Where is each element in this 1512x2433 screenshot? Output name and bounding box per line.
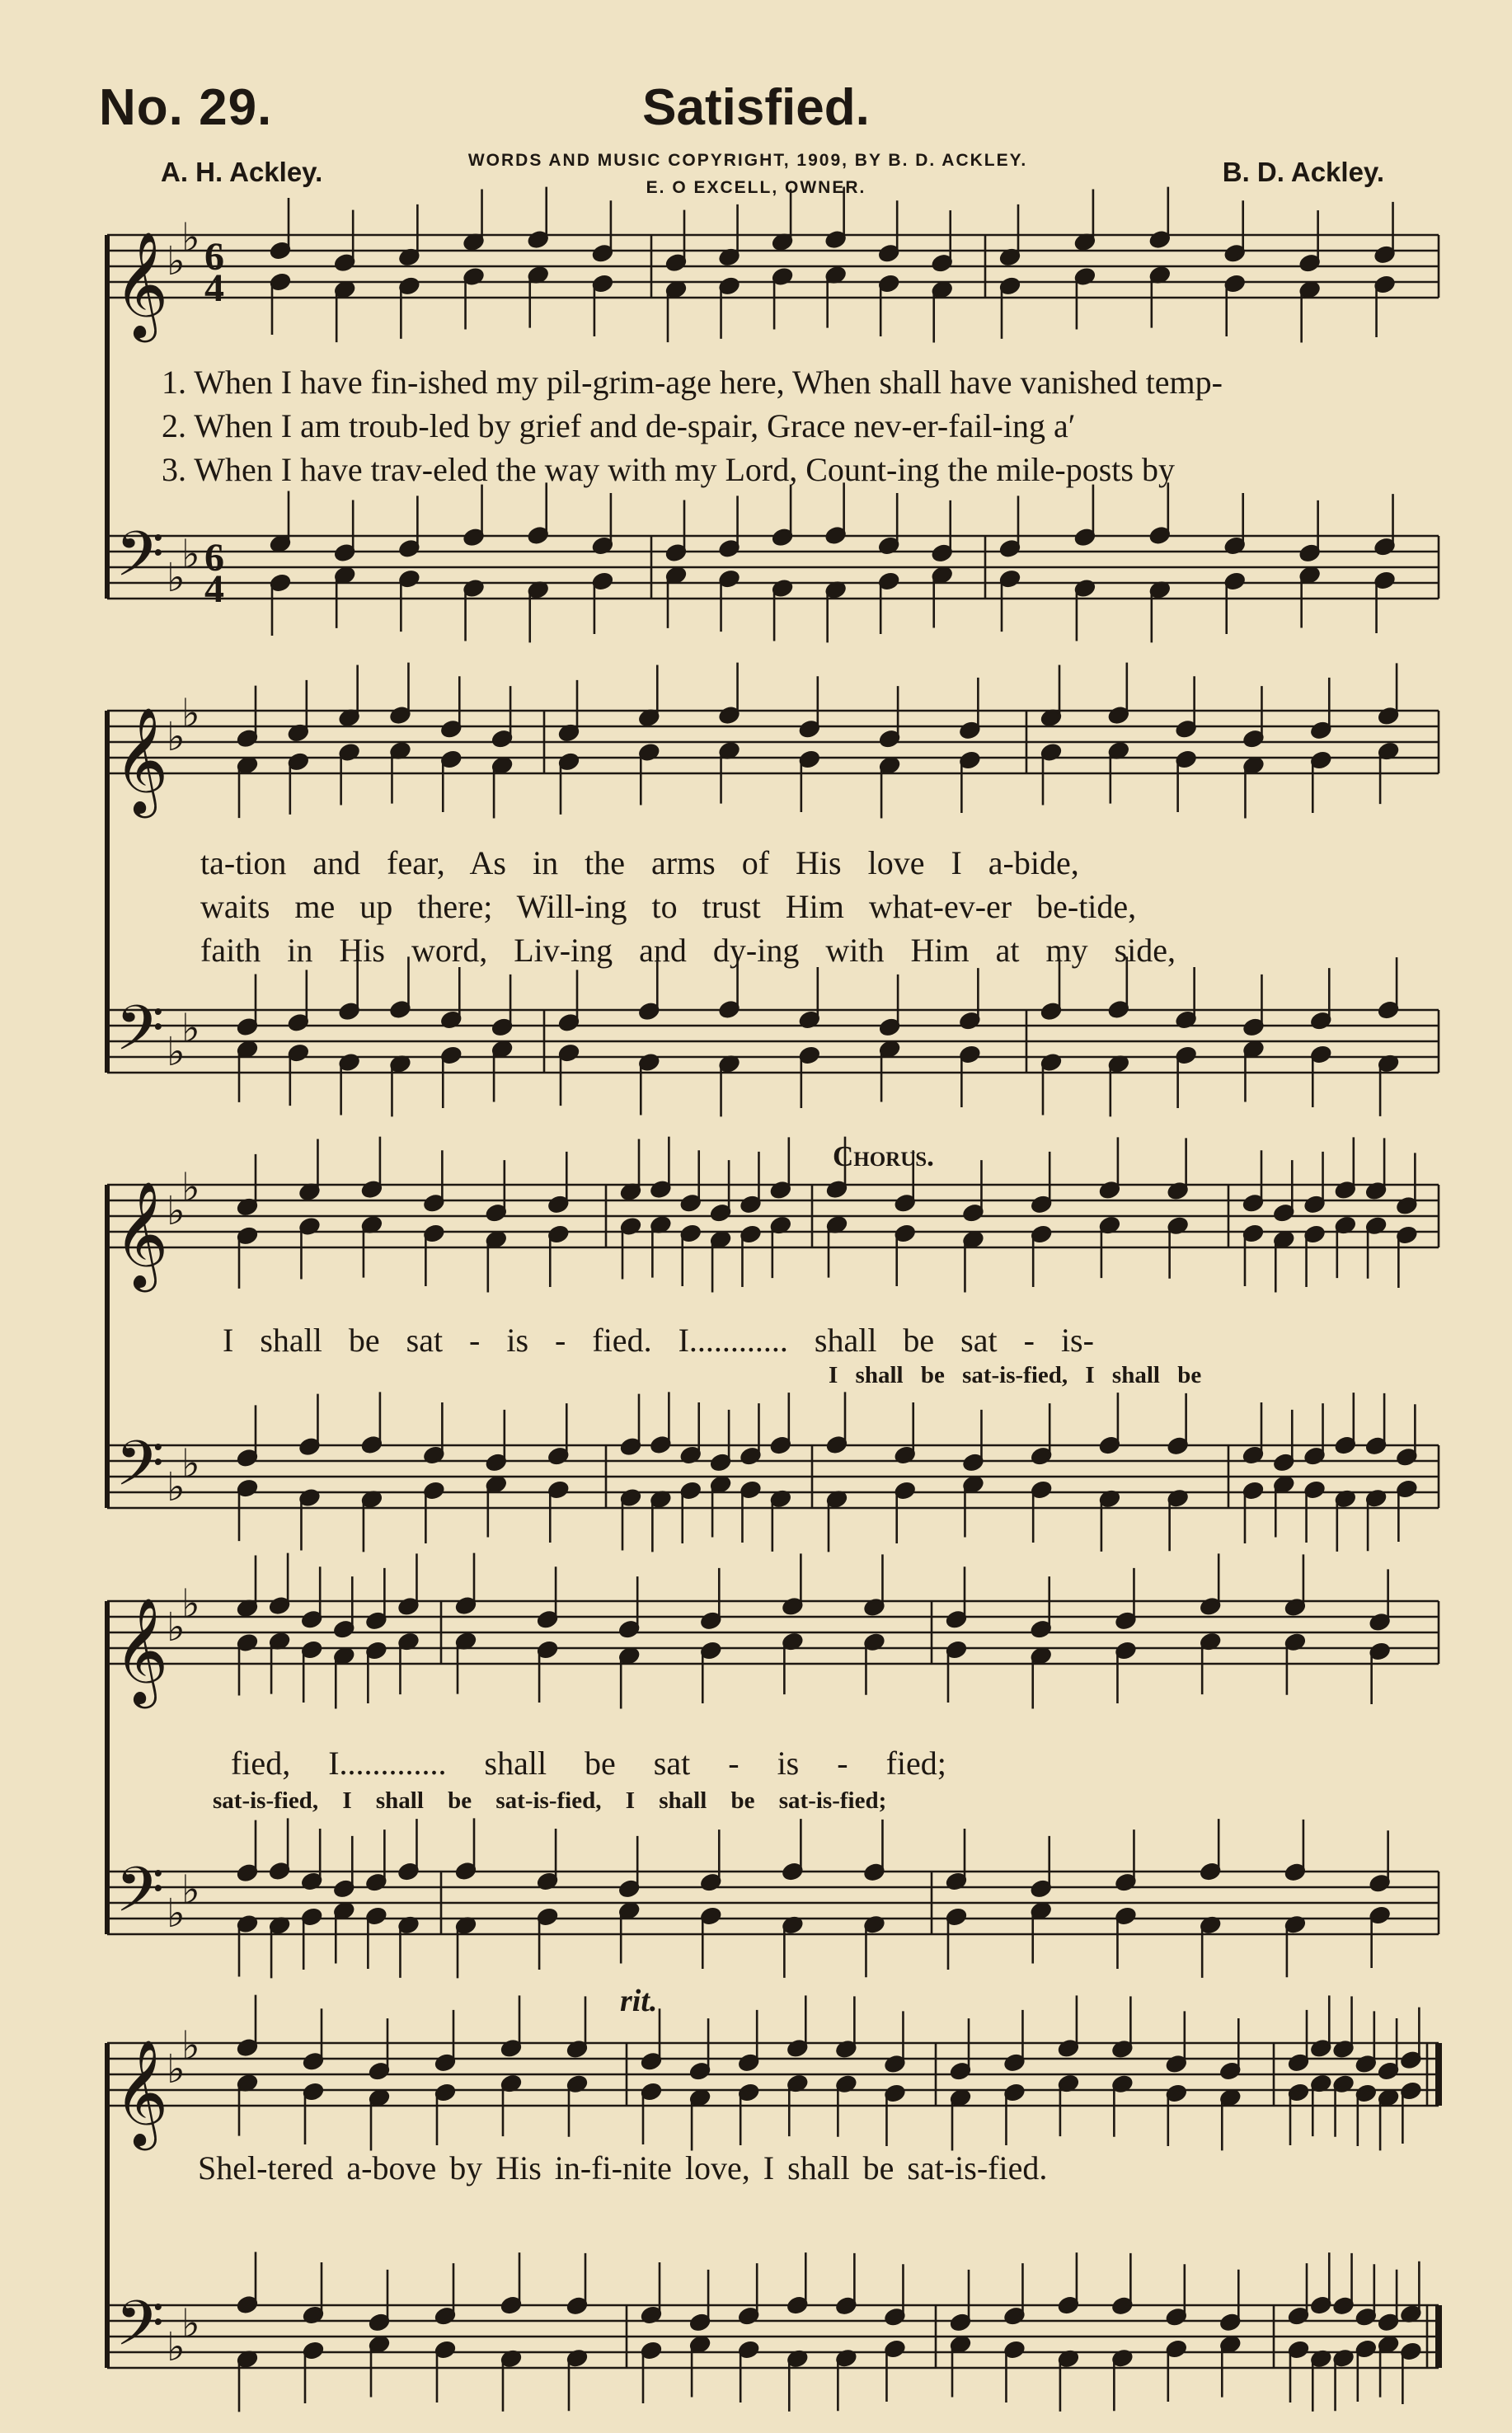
lyricist-credit: A. H. Ackley. <box>161 157 323 187</box>
bass-clef-icon: 𝄢 <box>115 518 165 606</box>
lyric-s2-verse-2: waits me up there; Will-ing to trust Him what-ev-er be-tide, <box>200 888 1137 925</box>
flat-icon: ♭ <box>181 214 200 261</box>
flat-icon: ♭ <box>181 1581 200 1627</box>
copyright-line-2: E. O EXCELL, OWNER. <box>646 178 866 197</box>
flat-icon: ♭ <box>167 1464 185 1510</box>
lyric-s1-verse-2: 2. When I am troub-led by grief and de-spair, Grace nev-er-fail-ing a′ <box>162 407 1076 444</box>
bass-clef-icon: 𝄢 <box>115 1427 165 1515</box>
lyric-s4-line-2: sat-is-fied, I shall be sat-is-fied, I shall be sat-is-fied; <box>213 1787 887 1814</box>
flat-icon: ♭ <box>167 1604 185 1651</box>
flat-icon: ♭ <box>181 2300 200 2347</box>
hymn-number: No. 29. <box>99 79 273 136</box>
treble-clef-icon: 𝄞 <box>114 2039 169 2146</box>
copyright-line-1: WORDS AND MUSIC COPYRIGHT, 1909, BY B. D. ACKLEY. <box>467 151 1028 170</box>
flat-icon: ♭ <box>167 1188 185 1234</box>
ritardando-marking: rit. <box>620 1984 658 2018</box>
chorus-label: Chorus. <box>833 1140 934 1172</box>
time-signature-top: 6 <box>204 536 224 580</box>
flat-icon: ♭ <box>181 2022 200 2069</box>
flat-icon: ♭ <box>181 1440 200 1487</box>
bass-clef-icon: 𝄢 <box>115 1853 165 1942</box>
flat-icon: ♭ <box>167 2046 185 2092</box>
composer-credit: B. D. Ackley. <box>1222 157 1384 187</box>
bass-clef-icon: 𝄢 <box>115 2287 165 2375</box>
flat-icon: ♭ <box>167 714 185 760</box>
flat-icon: ♭ <box>181 690 200 737</box>
lyric-s2-verse-3: faith in His word, Liv-ing and dy-ing with Him at my side, <box>200 932 1176 969</box>
flat-icon: ♭ <box>167 2324 185 2370</box>
treble-clef-icon: 𝄞 <box>114 1597 169 1704</box>
lyric-s5-line-1: Shel-tered a-bove by His in-fi-nite love, I shall be sat-is-fied. <box>198 2149 1048 2186</box>
lyric-s3-line-1: I shall be sat - is - fied. I............ shall be sat - is- <box>223 1322 1094 1359</box>
treble-clef-icon: 𝄞 <box>114 231 169 338</box>
flat-icon: ♭ <box>181 1867 200 1914</box>
flat-icon: ♭ <box>167 555 185 601</box>
flat-icon: ♭ <box>167 238 185 284</box>
bass-clef-icon: 𝄢 <box>115 992 165 1080</box>
flat-icon: ♭ <box>181 1164 200 1211</box>
treble-clef-icon: 𝄞 <box>114 707 169 814</box>
lyric-s4-line-1: fied, I............. shall be sat - is - fied; <box>231 1745 946 1782</box>
flat-icon: ♭ <box>167 1891 185 1937</box>
lyric-s3-line-2: I shall be sat-is-fied, I shall be <box>829 1362 1202 1388</box>
hymn-title: Satisfied. <box>642 79 870 136</box>
time-signature-bottom: 4 <box>204 266 224 310</box>
treble-clef-icon: 𝄞 <box>114 1181 169 1288</box>
lyric-s1-verse-3: 3. When I have trav-eled the way with my Lord, Count-ing the mile-posts by <box>162 451 1175 488</box>
flat-icon: ♭ <box>181 531 200 578</box>
lyric-s1-verse-1: 1. When I have fin-ished my pil-grim-age here, When shall have vanished temp- <box>162 364 1223 401</box>
time-signature-top: 6 <box>204 235 224 279</box>
lyric-s2-verse-1: ta-tion and fear, As in the arms of His love I a-bide, <box>200 844 1079 881</box>
flat-icon: ♭ <box>181 1005 200 1052</box>
time-signature-bottom: 4 <box>204 567 224 611</box>
flat-icon: ♭ <box>167 1029 185 1075</box>
